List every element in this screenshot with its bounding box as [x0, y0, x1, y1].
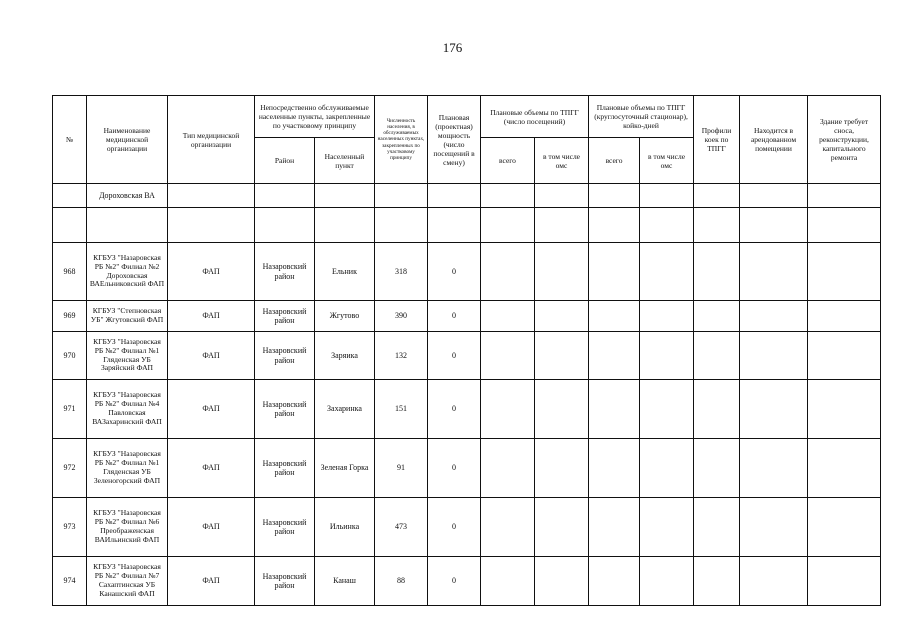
population-cell: 91: [375, 439, 428, 498]
empty-cell: [694, 301, 740, 332]
district-cell: Назаровский район: [255, 332, 315, 380]
empty-cell: [589, 439, 640, 498]
organization-type: ФАП: [168, 301, 255, 332]
organization-type: ФАП: [168, 332, 255, 380]
empty-cell: [640, 243, 694, 301]
capacity-cell: 0: [428, 439, 481, 498]
table-row: [53, 332, 881, 380]
empty-cell: [740, 439, 808, 498]
header-direct: Непосредственно обслуживаемые населенные пункты, закрепленные по участковому принципу: [255, 96, 375, 138]
table-row-gap: [53, 208, 881, 243]
header-daycare: Плановые объемы по ТПГГ (круглосуточный стационар), койко-дней: [589, 96, 694, 138]
population-cell: 132: [375, 332, 428, 380]
empty-cell: [589, 301, 640, 332]
table-row: [53, 439, 881, 498]
table-row-continuation: [53, 184, 881, 208]
empty-cell: [640, 380, 694, 439]
capacity-cell: 0: [428, 557, 481, 606]
settlement-cell: Зеленая Горка: [315, 439, 375, 498]
empty-cell: [740, 557, 808, 606]
page-number: 176: [442, 40, 463, 55]
header-beds: Профили коек по ТПГГ: [694, 96, 740, 184]
organization-type: ФАП: [168, 243, 255, 301]
empty-cell: [481, 557, 535, 606]
header-num: №: [53, 96, 87, 184]
empty-cell: [694, 243, 740, 301]
organization-type: ФАП: [168, 557, 255, 606]
empty-cell: [640, 557, 694, 606]
header-rented: Находится в арендованном помещении: [740, 96, 808, 184]
population-cell: 473: [375, 498, 428, 557]
organization-name: КГБУЗ "Назаровская РБ №2" Филиал №1 Гляденская УБ Зеленогорский ФАП: [87, 439, 168, 498]
empty-cell: [740, 332, 808, 380]
header-type: Тип медицинской организации: [168, 96, 255, 184]
empty-cell: [589, 380, 640, 439]
header-name: Наименование медицинской организации: [87, 96, 168, 184]
row-number: 968: [53, 243, 87, 301]
empty-cell: [535, 498, 589, 557]
header-population: Численность населения, в обслуживаемых населенных пунктах, закрепленных по участковому принципу: [375, 96, 428, 184]
settlement-cell: Жгутово: [315, 301, 375, 332]
empty-cell: [740, 301, 808, 332]
table-row: [53, 301, 881, 332]
capacity-cell: 0: [428, 332, 481, 380]
header-settlement: Населенный пункт: [315, 138, 375, 184]
empty-cell: [808, 243, 881, 301]
empty-cell: [589, 332, 640, 380]
organization-name: КГБУЗ "Назаровская РБ №2" Филиал №2 Дороховская ВАЕльниковский ФАП: [87, 243, 168, 301]
district-cell: Назаровский район: [255, 243, 315, 301]
continuation-text: Дороховская ВА: [87, 184, 168, 208]
district-cell: Назаровский район: [255, 498, 315, 557]
empty-cell: [740, 243, 808, 301]
header-out-oms: в том числе омс: [535, 138, 589, 184]
table-row: [53, 498, 881, 557]
header-out-total: всего: [481, 138, 535, 184]
empty-cell: [535, 301, 589, 332]
settlement-cell: Ельник: [315, 243, 375, 301]
capacity-cell: 0: [428, 498, 481, 557]
table-row: [53, 557, 881, 606]
capacity-cell: 0: [428, 243, 481, 301]
organization-name: КГБУЗ "Назаровская РБ №2" Филиал №4 Павловская ВАЗахаринский ФАП: [87, 380, 168, 439]
organization-type: ФАП: [168, 498, 255, 557]
population-cell: 318: [375, 243, 428, 301]
settlement-cell: Захаринка: [315, 380, 375, 439]
organization-name: КГБУЗ "Назаровская РБ №2" Филиал №6 Преображенская ВАИльинский ФАП: [87, 498, 168, 557]
header-outpatient: Плановые объемы по ТПГГ (число посещений): [481, 96, 589, 138]
empty-cell: [481, 380, 535, 439]
empty-cell: [694, 498, 740, 557]
empty-cell: [640, 439, 694, 498]
empty-cell: [640, 498, 694, 557]
empty-cell: [535, 380, 589, 439]
empty-cell: [808, 557, 881, 606]
empty-cell: [694, 439, 740, 498]
population-cell: 151: [375, 380, 428, 439]
row-number: 972: [53, 439, 87, 498]
row-number: 973: [53, 498, 87, 557]
row-number: 970: [53, 332, 87, 380]
header-day-total: всего: [589, 138, 640, 184]
district-cell: Назаровский район: [255, 380, 315, 439]
organization-type: ФАП: [168, 380, 255, 439]
empty-cell: [740, 498, 808, 557]
organization-name: КГБУЗ "Степновская УБ" Жгутовский ФАП: [87, 301, 168, 332]
empty-cell: [808, 380, 881, 439]
header-district: Район: [255, 138, 315, 184]
empty-cell: [481, 439, 535, 498]
empty-cell: [535, 557, 589, 606]
medical-organizations-table: [52, 95, 881, 606]
empty-cell: [694, 332, 740, 380]
empty-cell: [481, 301, 535, 332]
empty-cell: [589, 557, 640, 606]
population-cell: 390: [375, 301, 428, 332]
capacity-cell: 0: [428, 380, 481, 439]
district-cell: Назаровский район: [255, 301, 315, 332]
district-cell: Назаровский район: [255, 557, 315, 606]
header-capacity: Плановая (проектная) мощность (число посещений в смену): [428, 96, 481, 184]
organization-type: ФАП: [168, 439, 255, 498]
district-cell: Назаровский район: [255, 439, 315, 498]
empty-cell: [535, 243, 589, 301]
empty-cell: [808, 301, 881, 332]
empty-cell: [640, 332, 694, 380]
population-cell: 88: [375, 557, 428, 606]
header-day-oms: в том числе омс: [640, 138, 694, 184]
empty-cell: [535, 439, 589, 498]
empty-cell: [589, 498, 640, 557]
row-number: 969: [53, 301, 87, 332]
empty-cell: [740, 380, 808, 439]
capacity-cell: 0: [428, 301, 481, 332]
row-number: 974: [53, 557, 87, 606]
empty-cell: [481, 243, 535, 301]
organization-name: КГБУЗ "Назаровская РБ №2" Филиал №7 Сахаптинская УБ Канашский ФАП: [87, 557, 168, 606]
settlement-cell: Канаш: [315, 557, 375, 606]
table-row: [53, 243, 881, 301]
empty-cell: [535, 332, 589, 380]
empty-cell: [481, 498, 535, 557]
empty-cell: [694, 380, 740, 439]
empty-cell: [808, 439, 881, 498]
header-building: Здание требует сноса, реконструкции, капитального ремонта: [808, 96, 881, 184]
table-row: [53, 380, 881, 439]
settlement-cell: Заряика: [315, 332, 375, 380]
empty-cell: [640, 301, 694, 332]
empty-cell: [808, 498, 881, 557]
row-number: 971: [53, 380, 87, 439]
empty-cell: [589, 243, 640, 301]
empty-cell: [694, 557, 740, 606]
empty-cell: [808, 332, 881, 380]
settlement-cell: Ильинка: [315, 498, 375, 557]
organization-name: КГБУЗ "Назаровская РБ №2" Филиал №1 Гляденская УБ Заряйский ФАП: [87, 332, 168, 380]
empty-cell: [481, 332, 535, 380]
